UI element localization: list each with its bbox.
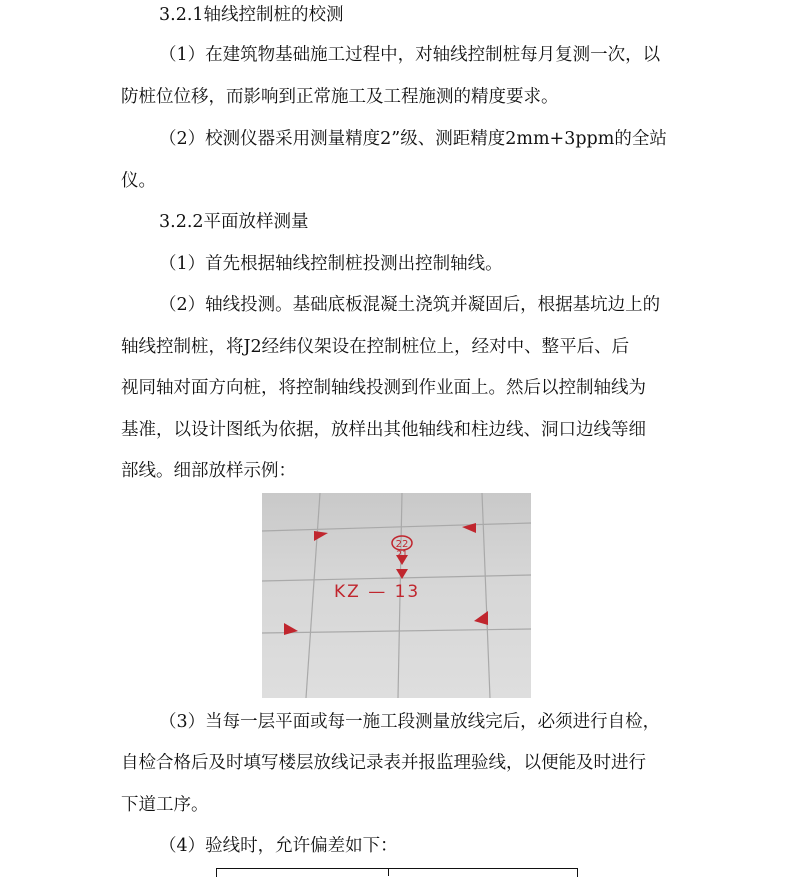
corner-mark-br — [474, 611, 488, 625]
paragraph-line: （2）轴线投测。基础底板混凝土浇筑并凝固后，根据基坑边上的 — [159, 295, 661, 315]
corner-mark-bl — [284, 623, 298, 635]
column-label: KZ — 13 — [334, 582, 421, 602]
heading-3-2-2: 3.2.2平面放样测量 — [159, 212, 309, 232]
heading-3-2-1: 3.2.1轴线控制桩的校测 — [159, 5, 344, 25]
paragraph-line: 仪。 — [121, 171, 156, 191]
paragraph-line: 视同轴对面方向桩，将控制轴线投测到作业面上。然后以控制轴线为 — [121, 378, 646, 398]
paragraph-line: （3）当每一层平面或每一施工段测量放线完后，必须进行自检， — [159, 712, 661, 732]
paragraph-line: （2）校测仪器采用测量精度2”级、测距精度2mm+3ppm的全站 — [159, 129, 667, 149]
small-label: 21 — [396, 550, 408, 560]
paragraph-line: 基准，以设计图纸为依据，放样出其他轴线和柱边线、洞口边线等细 — [121, 420, 646, 440]
paragraph-line: （1）在建筑物基础施工过程中，对轴线控制桩每月复测一次，以 — [159, 45, 661, 65]
paragraph-line: 防桩位位移，而影响到正常施工及工程施测的精度要求。 — [121, 87, 559, 107]
paragraph-line: 自检合格后及时填写楼层放线记录表并报监理验线，以便能及时进行 — [121, 753, 646, 773]
paragraph-line: 轴线控制桩，将J2经纬仪架设在控制桩位上，经对中、整平后、后 — [121, 337, 630, 357]
paragraph-line: （4）验线时，允许偏差如下： — [159, 836, 398, 856]
circle-label: 22 — [395, 539, 409, 550]
layout-example-photo — [262, 493, 531, 698]
photo-drawing — [262, 493, 531, 698]
paragraph-line: 部线。细部放样示例： — [121, 461, 296, 481]
paragraph-line: 下道工序。 — [121, 795, 209, 815]
corner-mark-tl — [314, 531, 328, 541]
paragraph-line: （1）首先根据轴线控制桩投测出控制轴线。 — [159, 254, 503, 274]
table-column-divider — [388, 868, 389, 876]
